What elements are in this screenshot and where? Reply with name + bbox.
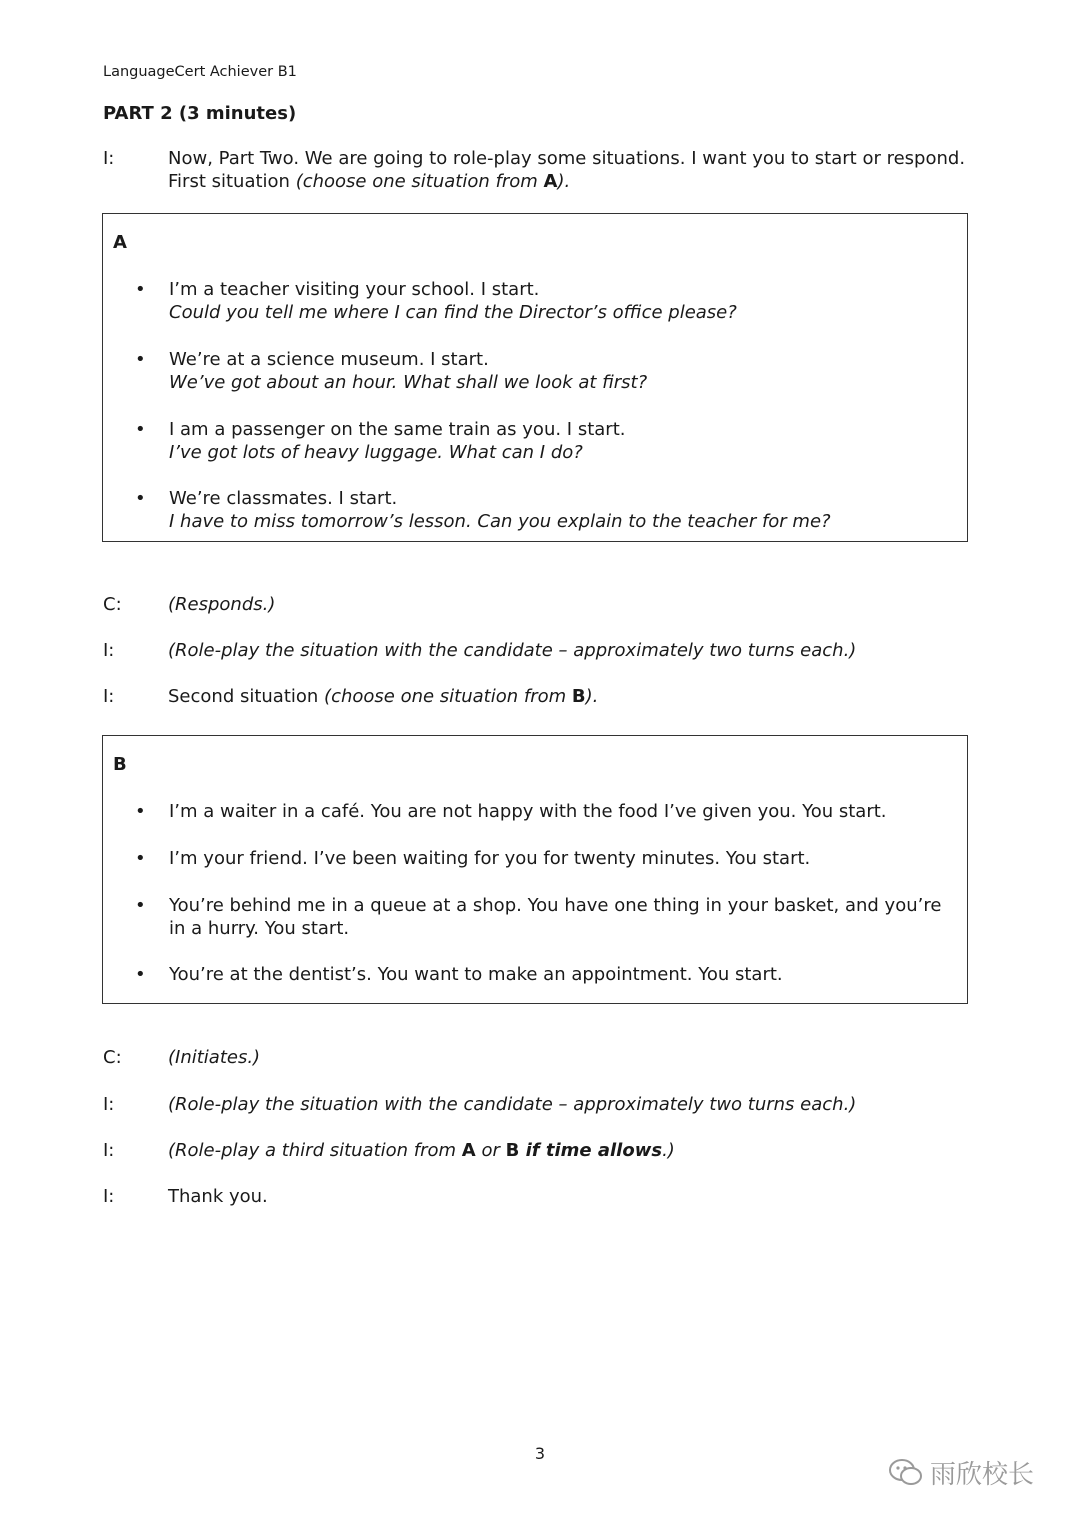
document-header: LanguageCert Achiever B1	[103, 64, 297, 80]
speaker-label: I:	[103, 148, 115, 169]
intro-text-line1: Now, Part Two. We are going to role-play some situations. I want you to start or respond.	[168, 148, 966, 169]
page-number: 3	[534, 1444, 546, 1463]
intro-text-line2: First situation (choose one situation from A).	[168, 171, 571, 192]
wechat-icon	[888, 1458, 924, 1488]
box-label: B	[113, 754, 127, 775]
box-label: A	[113, 232, 127, 253]
intro-line	[103, 147, 980, 197]
part-title: PART 2 (3 minutes)	[103, 103, 297, 124]
watermark	[888, 1454, 1034, 1491]
situations-box-a: A • I’m a teacher visiting your school. I start. Could you tell me where I can find the Director’s office please? • We’re at a science museum. I start. We’ve got about an hour. What shall we look at first? • I am a passenger on the same train as you. I start. I’ve got lots of heavy luggage. What can I do? • We’re classmates. I start. I have to miss tomorrow’s lesson. Can you explain to the teacher for me?	[102, 213, 968, 542]
watermark-text: 雨欣校长	[930, 1460, 1035, 1490]
situations-box-b: B • I’m a waiter in a café. You are not happy with the food I’ve given you. You start. • I’m your friend. I’ve been waiting for you for twenty minutes. You start. • You’re behind me in a queue at a shop. You have one thing in your basket, and you’re in a hurry. You start. • You’re at the dentist’s. You want to make an appointment. You start.	[102, 735, 968, 1004]
